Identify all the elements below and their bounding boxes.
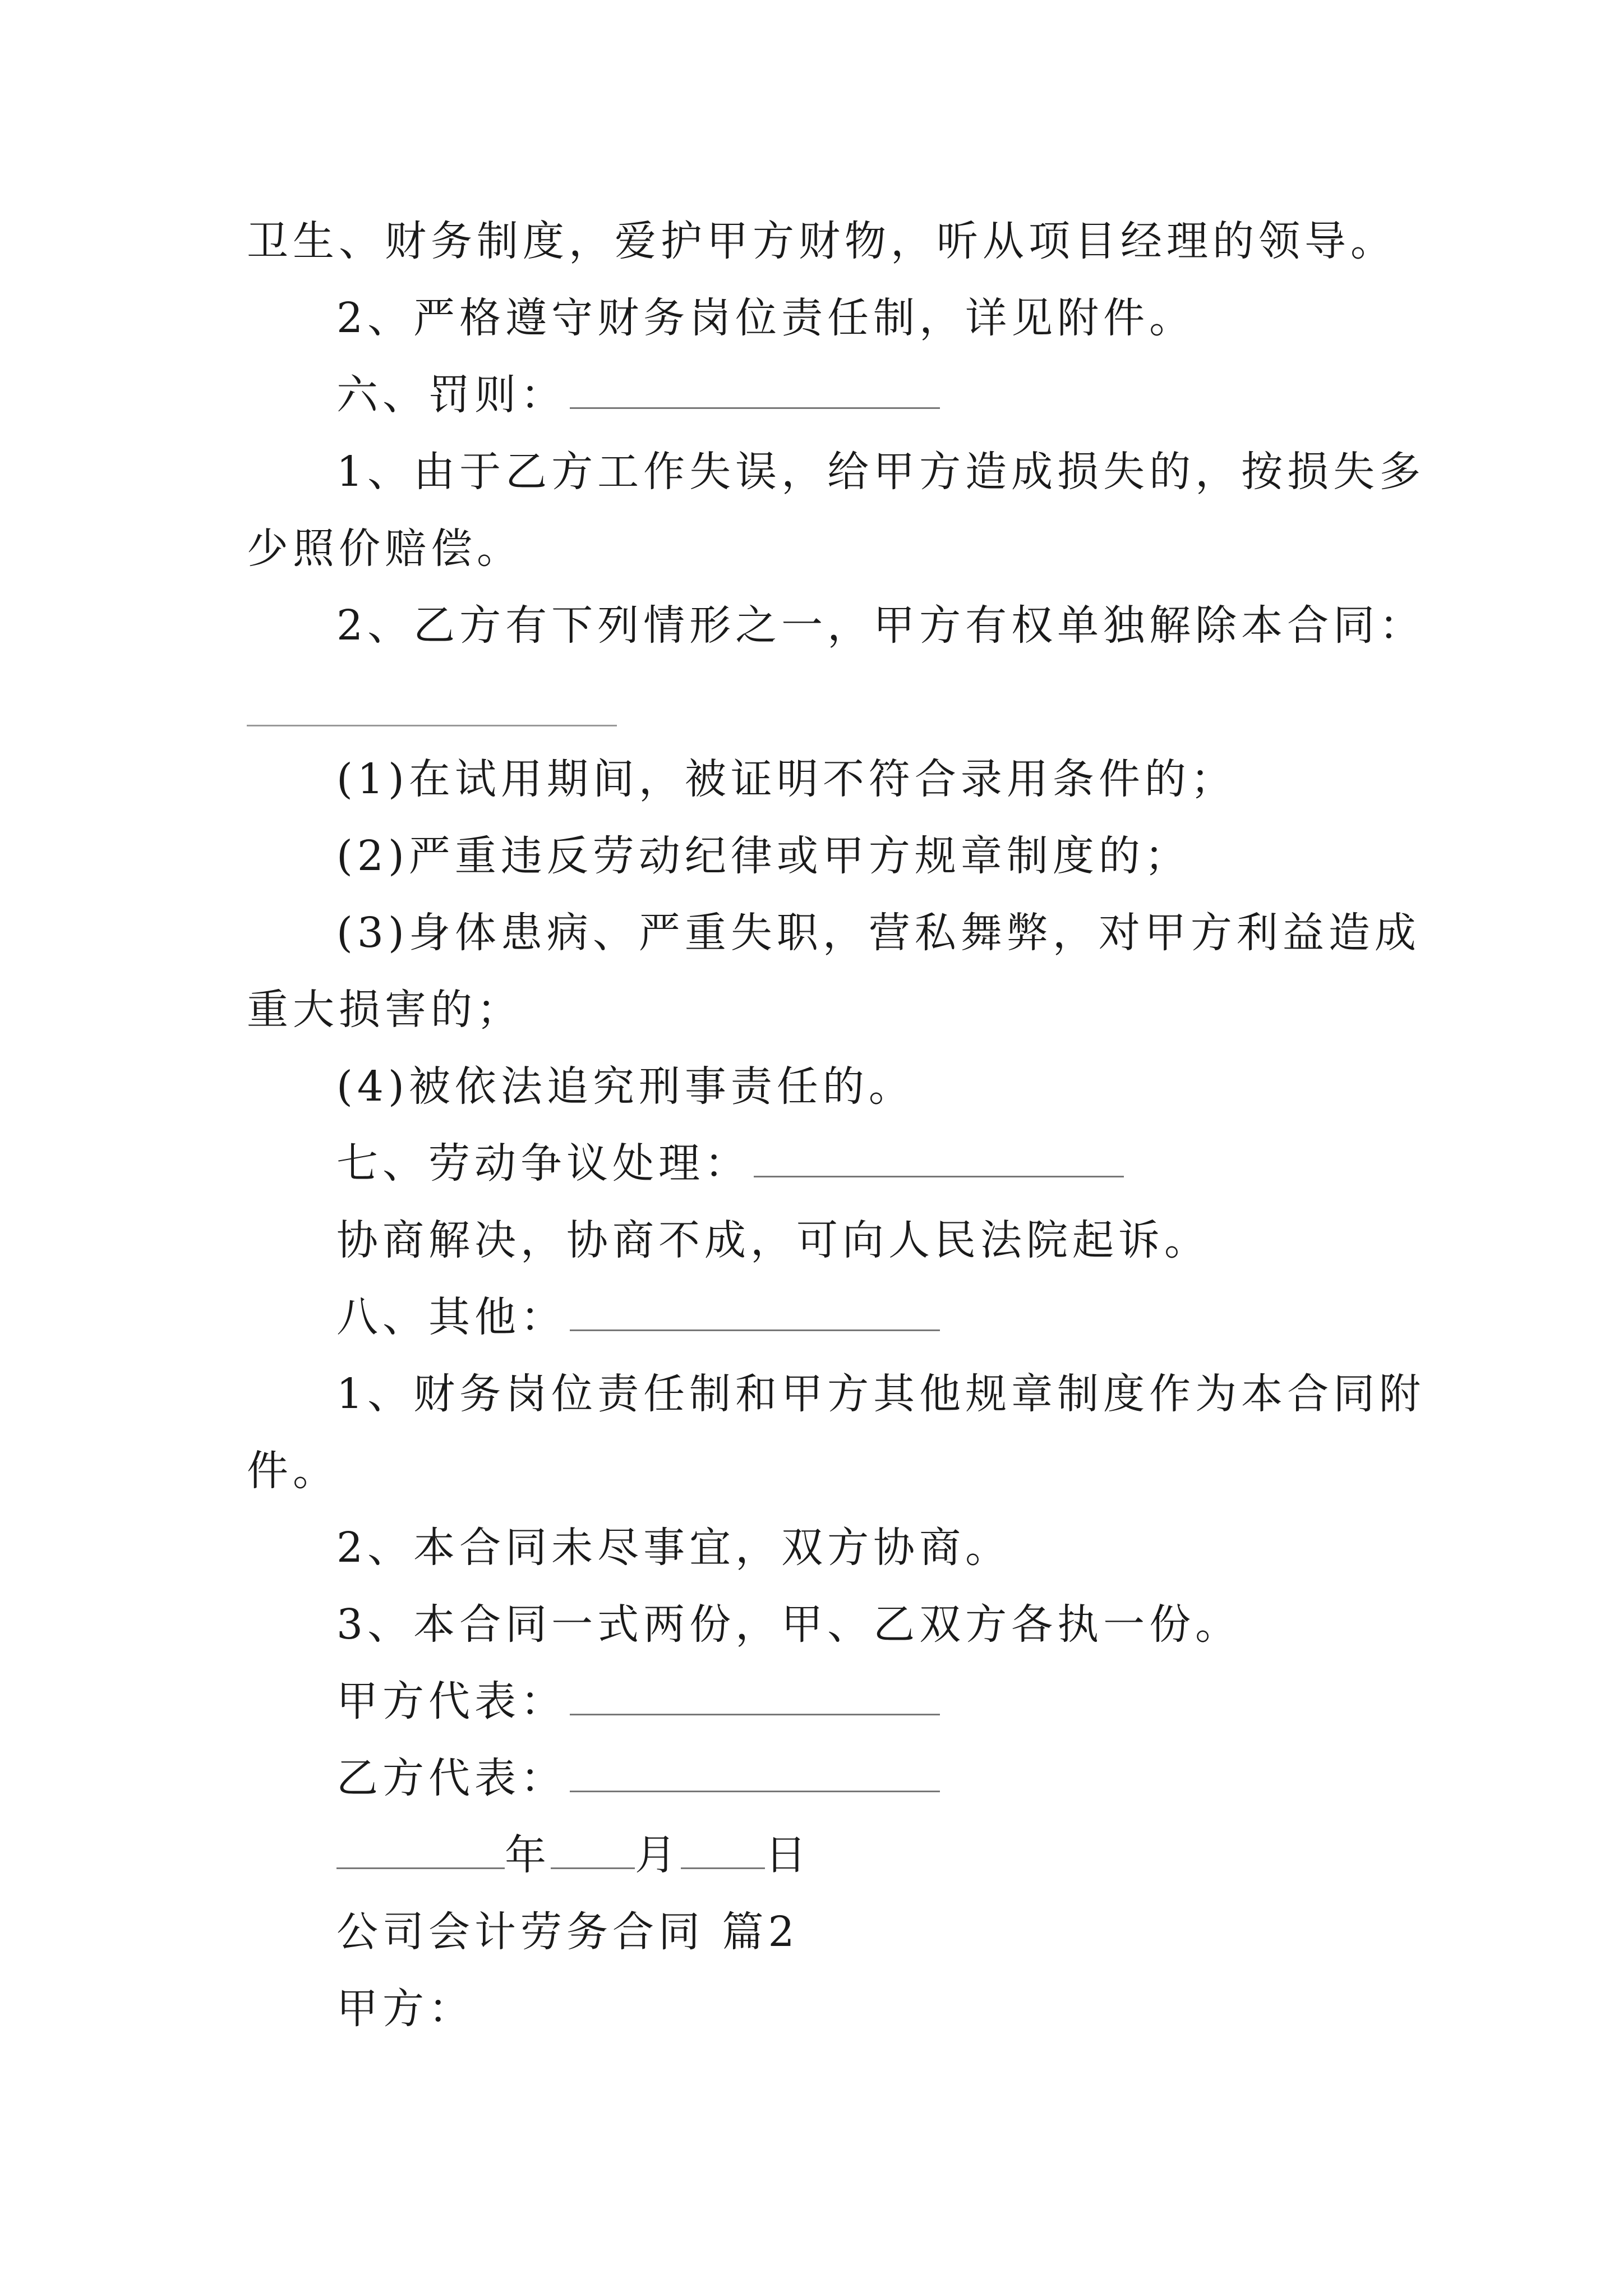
list-item — [336, 908, 1481, 958]
text-line — [336, 1215, 1481, 1266]
section-title — [336, 1907, 1481, 1957]
section-heading-dispute — [336, 1138, 1481, 1189]
text-line — [336, 1522, 1481, 1573]
signature-label: 甲方代表： — [336, 1677, 566, 1726]
date-year-label: 年 — [505, 1831, 551, 1879]
text: 1、财务岗位责任制和甲方其他规章制度作为本合同附 — [336, 1370, 1426, 1418]
text-line — [247, 216, 1396, 266]
text-line — [247, 984, 1391, 1035]
fill-in-blank — [570, 1708, 940, 1715]
text: 甲方： — [336, 1985, 474, 2033]
signature-label: 乙方代表： — [336, 1754, 566, 1802]
text: (3)身体患病、严重失职，营私舞弊，对甲方利益造成 — [336, 909, 1421, 957]
text: 卫生、财务制度，爱护甲方财物，听从项目经理的领导。 — [247, 217, 1396, 265]
heading-text: 八、其他： — [336, 1293, 566, 1341]
text: (2)严重违反劳动纪律或甲方规章制度的； — [336, 832, 1191, 880]
section-heading-other — [336, 1292, 1481, 1342]
text: 协商解决，协商不成，可向人民法院起诉。 — [336, 1216, 1210, 1264]
title-text: 公司会计劳务合同 篇2 — [336, 1908, 799, 1956]
heading-text: 七、劳动争议处理： — [336, 1139, 750, 1188]
text-line — [336, 293, 1481, 343]
text-line — [336, 600, 1481, 651]
text: 重大损害的； — [247, 986, 523, 1034]
list-item — [336, 1061, 1481, 1112]
text: (4)被依法追究刑事责任的。 — [336, 1062, 915, 1111]
text-line — [247, 1446, 1391, 1496]
list-item — [336, 831, 1481, 881]
text-line — [336, 1369, 1481, 1419]
signature-party-a — [336, 1676, 1481, 1727]
date-month-label: 月 — [635, 1831, 681, 1879]
heading-text: 六、罚则： — [336, 371, 566, 419]
text-line — [336, 1599, 1481, 1650]
signature-party-b — [336, 1753, 1481, 1803]
fill-in-blank — [570, 402, 940, 409]
text: 2、严格遵守财务岗位责任制，详见附件。 — [336, 294, 1196, 342]
fill-in-blank — [336, 1862, 505, 1869]
fill-in-blank — [247, 725, 617, 726]
text: 3、本合同一式两份，甲、乙双方各执一份。 — [336, 1600, 1242, 1649]
list-item — [336, 754, 1481, 804]
fill-in-blank — [570, 1785, 940, 1792]
text-line — [247, 523, 1391, 574]
date-line — [336, 1830, 1481, 1880]
party-a-label — [336, 1984, 1481, 2034]
text: 件。 — [247, 1447, 339, 1495]
text: 2、乙方有下列情形之一，甲方有权单独解除本合同： — [336, 601, 1426, 650]
fill-in-blank — [681, 1862, 765, 1869]
text: 少照价赔偿。 — [247, 524, 523, 573]
date-day-label: 日 — [765, 1831, 811, 1879]
fill-in-blank — [551, 1862, 635, 1869]
fill-in-blank — [570, 1324, 940, 1331]
text: 1、由于乙方工作失误，给甲方造成损失的，按损失多 — [336, 448, 1426, 496]
text-line — [336, 447, 1481, 497]
fill-in-blank — [754, 1170, 1124, 1177]
text: (1)在试用期间，被证明不符合录用条件的； — [336, 755, 1237, 803]
section-heading-penalty — [336, 370, 1481, 420]
text: 2、本合同未尽事宜，双方协商。 — [336, 1524, 1012, 1572]
